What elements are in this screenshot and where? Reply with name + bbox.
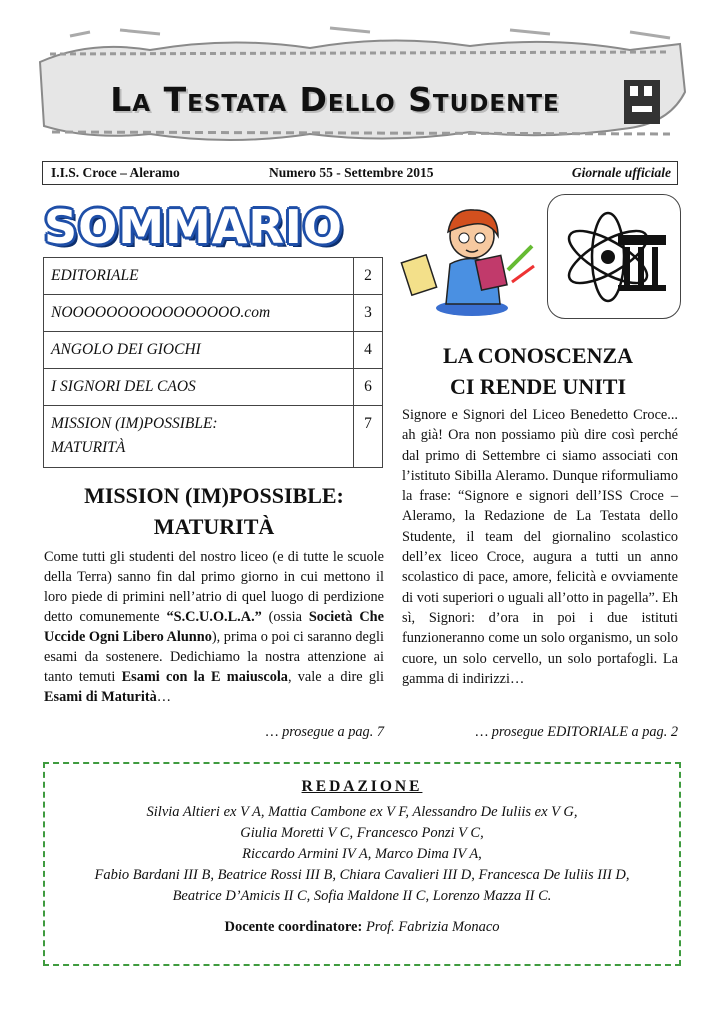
toc-row[interactable] — [44, 332, 383, 369]
left-article-body — [44, 547, 384, 707]
left-body-bold: Esami con la E maiuscola — [121, 669, 288, 685]
coordinator-name: Prof. Fabrizia Monaco — [365, 919, 500, 935]
redazione-line: Riccardo Armini IV A, Marco Dima IV A, — [242, 846, 482, 862]
right-title-line2: CI RENDE UNITI — [449, 374, 627, 399]
toc-page: 2 — [354, 258, 383, 295]
toc-label: ANGOLO DEI GIOCHI — [44, 332, 354, 369]
redazione-line: Silvia Altieri ex V A, Mattia Cambone ex V F, Alessandro De Iuliis ex V G, — [146, 804, 578, 820]
left-body-bold: Società Che Uccide Ogni Libero Alunno — [44, 609, 384, 645]
right-article-title — [398, 340, 678, 402]
left-body-text: (ossia — [261, 609, 309, 625]
toc-label — [44, 406, 354, 468]
toc-page: 6 — [354, 369, 383, 406]
toc-label: NOOOOOOOOOOOOOOOO.com — [44, 295, 354, 332]
toc-page: 4 — [354, 332, 383, 369]
toc-row[interactable] — [44, 295, 383, 332]
left-continue-link[interactable]: … prosegue a pag. 7 — [265, 724, 384, 740]
toc-row[interactable] — [44, 258, 383, 295]
redazione-line: Giulia Moretti V C, Francesco Ponzi V C, — [240, 825, 484, 841]
redazione-names — [45, 802, 679, 907]
school-logo-icon — [547, 194, 681, 319]
school-name: I.I.S. Croce – Aleramo — [51, 165, 180, 180]
left-body-text: ), prima o poi ci saranno degli esami da sostenere. Dedichiamo la nostra attenzione ai tanto temuti — [44, 629, 384, 685]
sommario-title: SOMMARIO — [44, 200, 344, 254]
left-title-line1: MISSION (IM)POSSIBLE: — [84, 483, 344, 508]
redazione-line: Fabio Bardani III B, Beatrice Rossi III B, Chiara Cavalieri III D, Francesca De Iuliis III D, — [94, 867, 630, 883]
left-body-text: … — [156, 689, 172, 705]
coordinator-label: Docente coordinatore: — [224, 919, 363, 935]
table-of-contents — [43, 257, 383, 468]
left-body-text: Come tutti gli studenti del nostro liceo (e di tutte le scuole della Terra) sanno fin dal primo giorno in cui mettono il loro piede di primini nell’atrio di quel luogo di perdizione detto comunemente — [44, 549, 384, 625]
redazione-box — [43, 762, 681, 966]
toc-label-line1: MISSION (IM)POSSIBLE: — [51, 415, 218, 432]
right-article-body: Signore e Signori del Liceo Benedetto Croce... ah già! Ora non possiamo più dire così perché dal primo di Settembre ci siamo associati con l’istituto Sibilla Aleramo. Dunque riformuliamo la frase: “Signore e signori dell’ISS Croce – Aleramo, la Redazione de La Testata dello Studente, il team del giornalino scolastico dell’ex liceo Croce, augura a tutti un anno scolastico di pace, amore, felicità e ovviamente di voti superiori o uguali all’otto in pagella”. Eh sì, Signori: d’ora in poi i due istituti funzioneranno come un solo organismo, un solo cuore, un solo cervello, un solo portafogli. La gamma di indirizzi… — [402, 407, 678, 687]
redazione-heading: REDAZIONE — [301, 778, 423, 795]
toc-page: 7 — [354, 406, 383, 468]
toc-label: I SIGNORI DEL CAOS — [44, 369, 354, 406]
left-title-line2: MATURITÀ — [153, 514, 275, 539]
right-title-line1: LA CONOSCENZA — [442, 343, 634, 368]
issue-info-bar — [42, 161, 678, 185]
toc-row[interactable] — [44, 369, 383, 406]
left-article-title — [44, 480, 384, 542]
redazione-line: Beatrice D’Amicis II C, Sofia Maldone II C, Lorenzo Mazza II C. — [172, 888, 552, 904]
masthead — [30, 22, 690, 150]
left-body-bold: “S.C.U.O.L.A.” — [166, 609, 262, 625]
toc-label: EDITORIALE — [44, 258, 354, 295]
toc-label-line2: MATURITÀ — [51, 439, 126, 456]
toc-page: 3 — [354, 295, 383, 332]
toc-row[interactable] — [44, 406, 383, 468]
official-label: Giornale ufficiale — [571, 165, 671, 180]
right-continue-link[interactable]: … prosegue EDITORIALE a pag. 2 — [475, 724, 678, 740]
left-body-bold: Esami di Maturità — [44, 689, 157, 705]
issue-number: Numero 55 - Settembre 2015 — [269, 165, 434, 180]
masthead-title: La Testata Dello Studente — [110, 80, 560, 119]
student-clipart-icon — [400, 196, 540, 326]
coordinator — [45, 919, 679, 936]
left-body-text: , vale a dire gli — [287, 669, 384, 685]
